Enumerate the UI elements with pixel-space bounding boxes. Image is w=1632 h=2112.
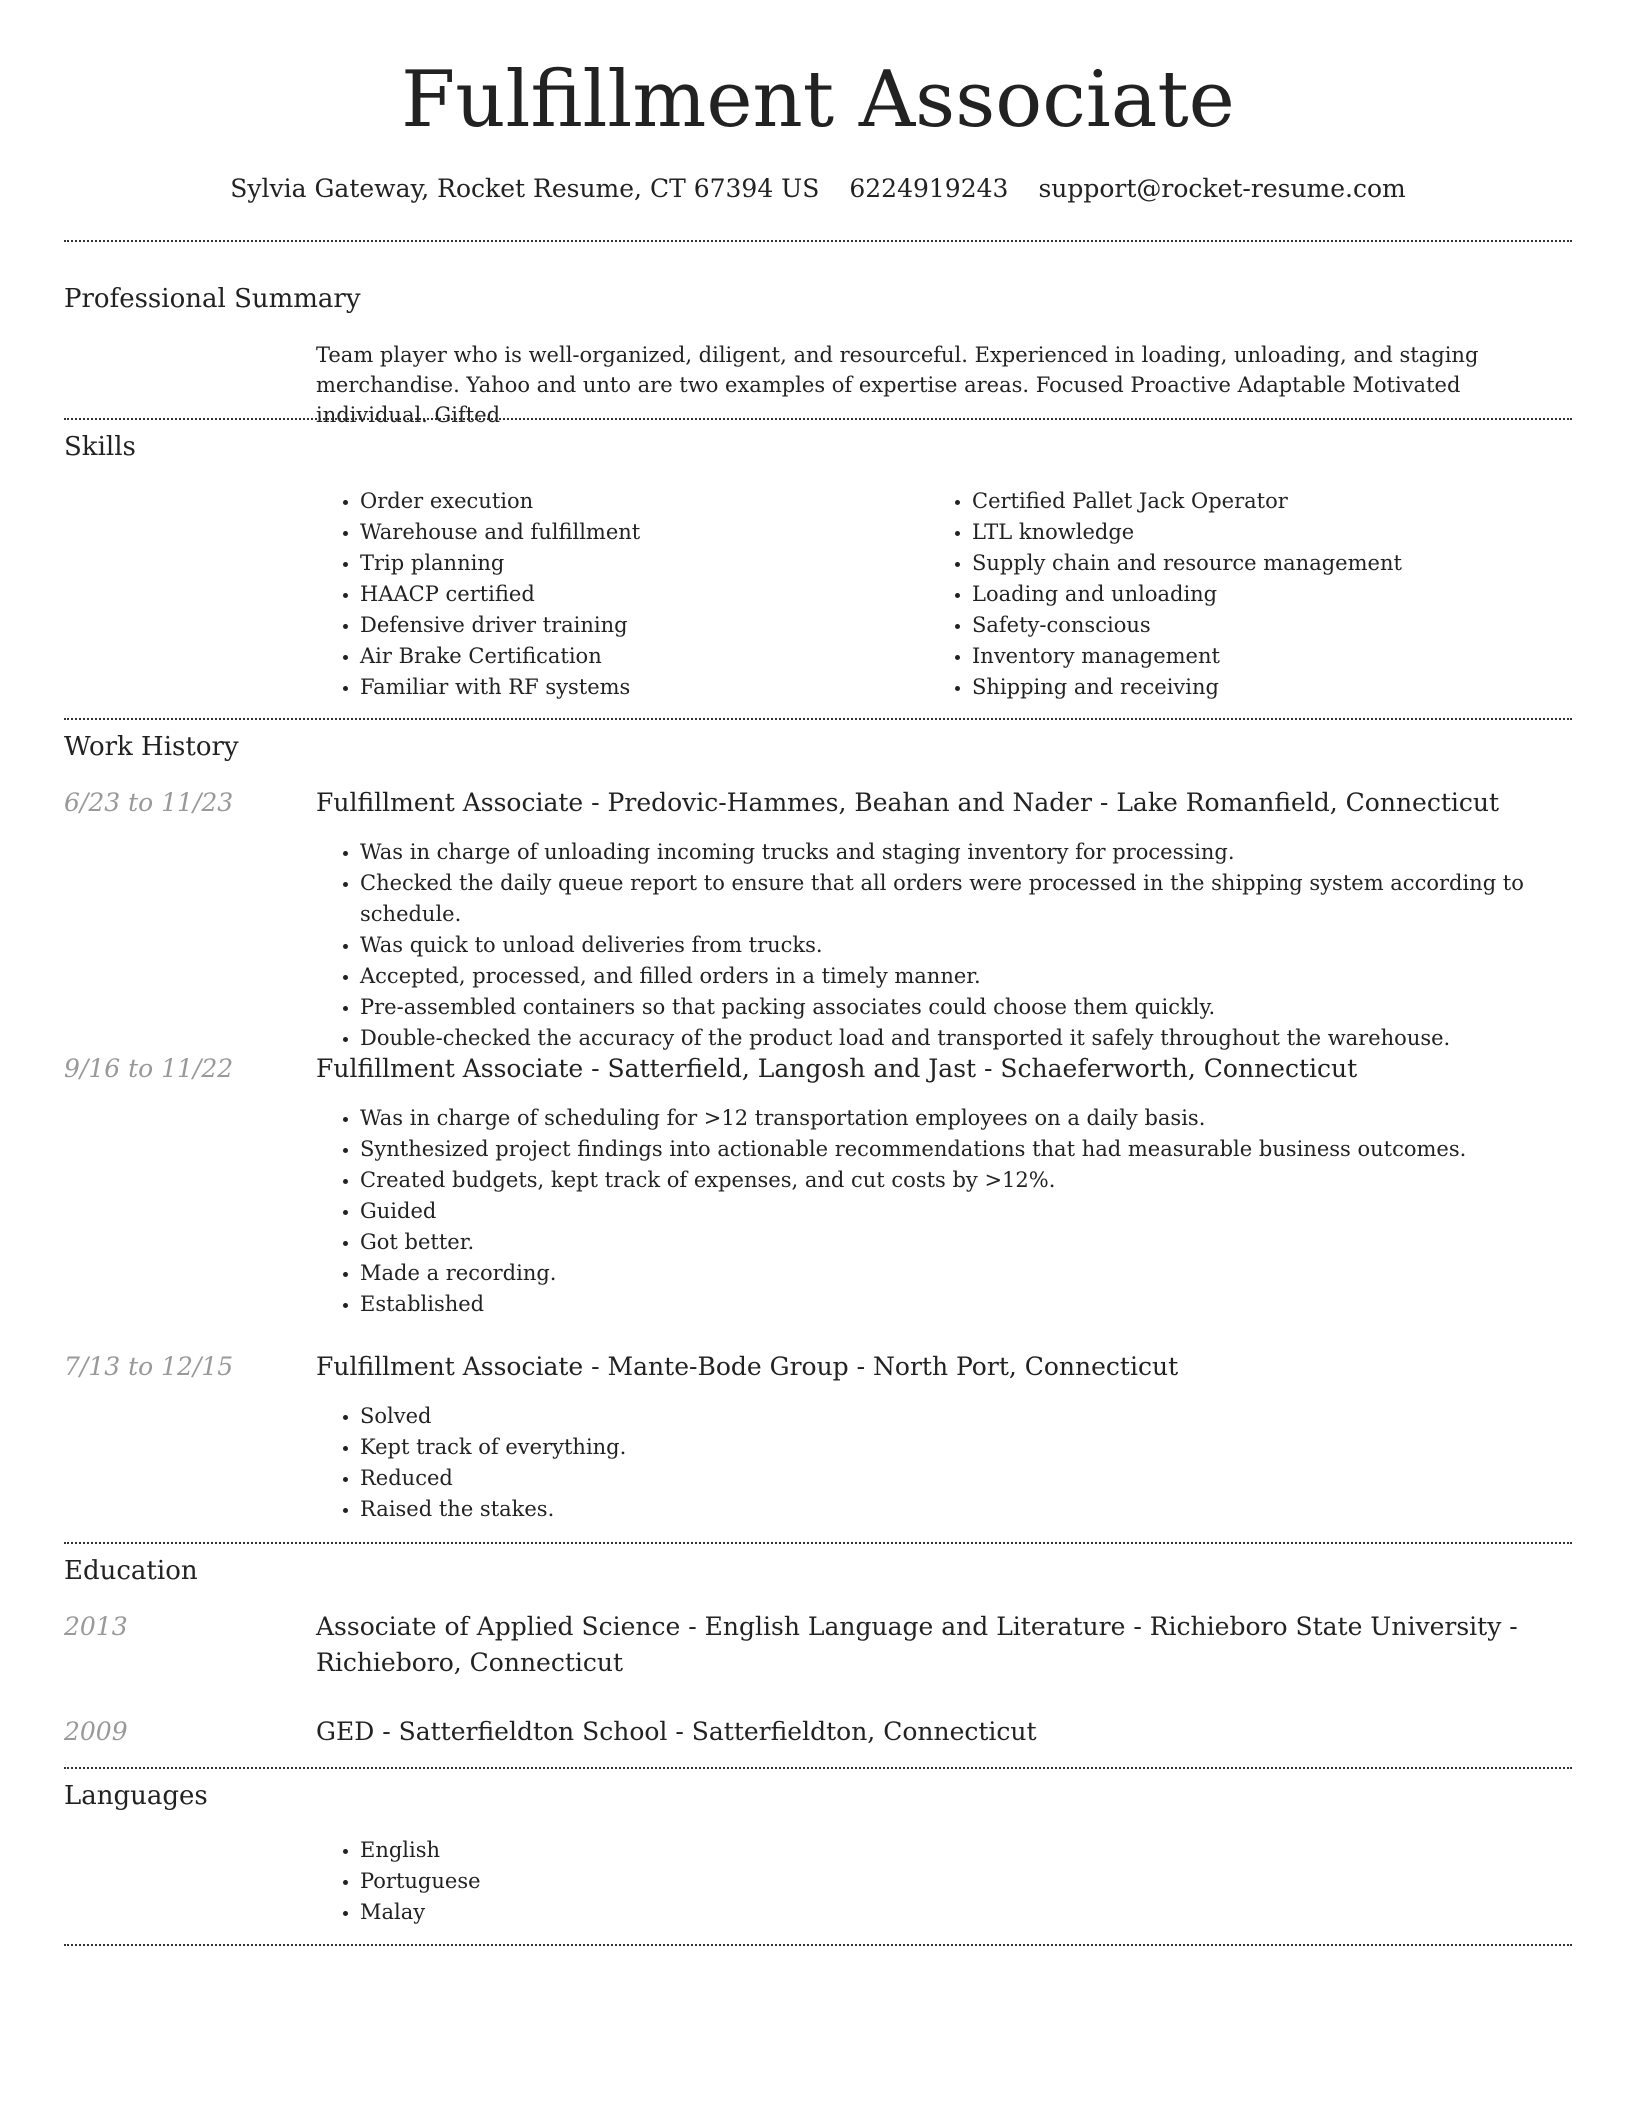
skill-item: • Inventory management bbox=[972, 641, 1592, 672]
job-bullet: • Reduced bbox=[360, 1463, 1616, 1494]
education-title: GED - Satterfieldton School - Satterfieldton, Connecticut bbox=[316, 1717, 1037, 1746]
skill-item: • Order execution bbox=[360, 486, 920, 517]
job-bullet: • Double-checked the accuracy of the product load and transported it safely throughout the warehouse. bbox=[360, 1023, 1616, 1054]
skill-item: • Safety-conscious bbox=[972, 610, 1592, 641]
skill-item: • Certified Pallet Jack Operator bbox=[972, 486, 1592, 517]
job-dates: 9/16 to 11/22 bbox=[64, 1054, 234, 1083]
job-bullet: • Was in charge of scheduling for >12 transportation employees on a daily basis. bbox=[360, 1103, 1616, 1134]
skills-list-right bbox=[928, 486, 1592, 703]
job-bullet: • Solved bbox=[360, 1401, 1616, 1432]
education-title: Associate of Applied Science - English Language and Literature - Richieboro State University - Richieboro, Connecticut bbox=[316, 1612, 1518, 1677]
resume-title: Fulfillment Associate bbox=[401, 55, 1235, 145]
job-dates: 6/23 to 11/23 bbox=[64, 788, 234, 817]
skill-item: • Air Brake Certification bbox=[360, 641, 920, 672]
skill-item: • Trip planning bbox=[360, 548, 920, 579]
job-bullets bbox=[316, 1401, 1616, 1525]
skills-heading: Skills bbox=[64, 432, 136, 462]
education-year: 2009 bbox=[64, 1717, 128, 1746]
job-bullet: • Was quick to unload deliveries from trucks. bbox=[360, 930, 1616, 961]
job-title: Fulfillment Associate - Mante-Bode Group - North Port, Connecticut bbox=[316, 1352, 1179, 1381]
job-bullet: • Established bbox=[360, 1289, 1616, 1320]
contact-email[interactable]: support@rocket-resume.com bbox=[1038, 174, 1406, 203]
skill-item: • Defensive driver training bbox=[360, 610, 920, 641]
skill-item: • Shipping and receiving bbox=[972, 672, 1592, 703]
education-heading: Education bbox=[64, 1556, 198, 1586]
job-bullets bbox=[316, 837, 1616, 1054]
contact-phone: 6224919243 bbox=[849, 174, 1009, 203]
divider bbox=[64, 1767, 1572, 1769]
job-bullet: • Was in charge of unloading incoming trucks and staging inventory for processing. bbox=[360, 837, 1616, 868]
divider bbox=[64, 718, 1572, 720]
contact-line bbox=[64, 172, 1572, 206]
skill-item: • Familiar with RF systems bbox=[360, 672, 920, 703]
education-year: 2013 bbox=[64, 1612, 128, 1641]
job-dates: 7/13 to 12/15 bbox=[64, 1352, 234, 1381]
job-bullets bbox=[316, 1103, 1616, 1320]
job-bullet: • Accepted, processed, and filled orders in a timely manner. bbox=[360, 961, 1616, 992]
skill-item: • HAACP certified bbox=[360, 579, 920, 610]
languages-list bbox=[316, 1835, 960, 1928]
job-bullet: • Created budgets, kept track of expenses, and cut costs by >12%. bbox=[360, 1165, 1616, 1196]
language-item: • English bbox=[360, 1835, 960, 1866]
divider bbox=[64, 418, 1572, 420]
job-title: Fulfillment Associate - Satterfield, Langosh and Jast - Schaeferworth, Connecticut bbox=[316, 1054, 1358, 1083]
job-bullet: • Made a recording. bbox=[360, 1258, 1616, 1289]
contact-address: Sylvia Gateway, Rocket Resume, CT 67394 US bbox=[230, 174, 820, 203]
job-bullet: • Got better. bbox=[360, 1227, 1616, 1258]
skills-list-left bbox=[316, 486, 920, 703]
skill-item: • Warehouse and fulfillment bbox=[360, 517, 920, 548]
divider bbox=[64, 1542, 1572, 1544]
work-heading: Work History bbox=[64, 732, 239, 762]
language-item: • Malay bbox=[360, 1897, 960, 1928]
divider bbox=[64, 1944, 1572, 1946]
job-bullet: • Raised the stakes. bbox=[360, 1494, 1616, 1525]
languages-heading: Languages bbox=[64, 1781, 208, 1811]
job-bullet: • Synthesized project findings into actionable recommendations that had measurable business outcomes. bbox=[360, 1134, 1616, 1165]
language-item: • Portuguese bbox=[360, 1866, 960, 1897]
skill-item: • Loading and unloading bbox=[972, 579, 1592, 610]
skill-item: • Supply chain and resource management bbox=[972, 548, 1592, 579]
summary-heading: Professional Summary bbox=[64, 284, 361, 314]
job-title: Fulfillment Associate - Predovic-Hammes, Beahan and Nader - Lake Romanfield, Connecticut bbox=[316, 788, 1500, 817]
skill-item: • LTL knowledge bbox=[972, 517, 1592, 548]
divider bbox=[64, 240, 1572, 242]
job-bullet: • Guided bbox=[360, 1196, 1616, 1227]
job-bullet: • Checked the daily queue report to ensure that all orders were processed in the shipping system according to schedule. bbox=[360, 868, 1616, 930]
summary-text: Team player who is well-organized, diligent, and resourceful. Experienced in loading, unloading, and staging merchandise. Yahoo and unto are two examples of expertise areas. Focused Proactive Adaptable Motivated individual. Gifted bbox=[316, 343, 1479, 427]
job-bullet: • Kept track of everything. bbox=[360, 1432, 1616, 1463]
job-bullet: • Pre-assembled containers so that packing associates could choose them quickly. bbox=[360, 992, 1616, 1023]
